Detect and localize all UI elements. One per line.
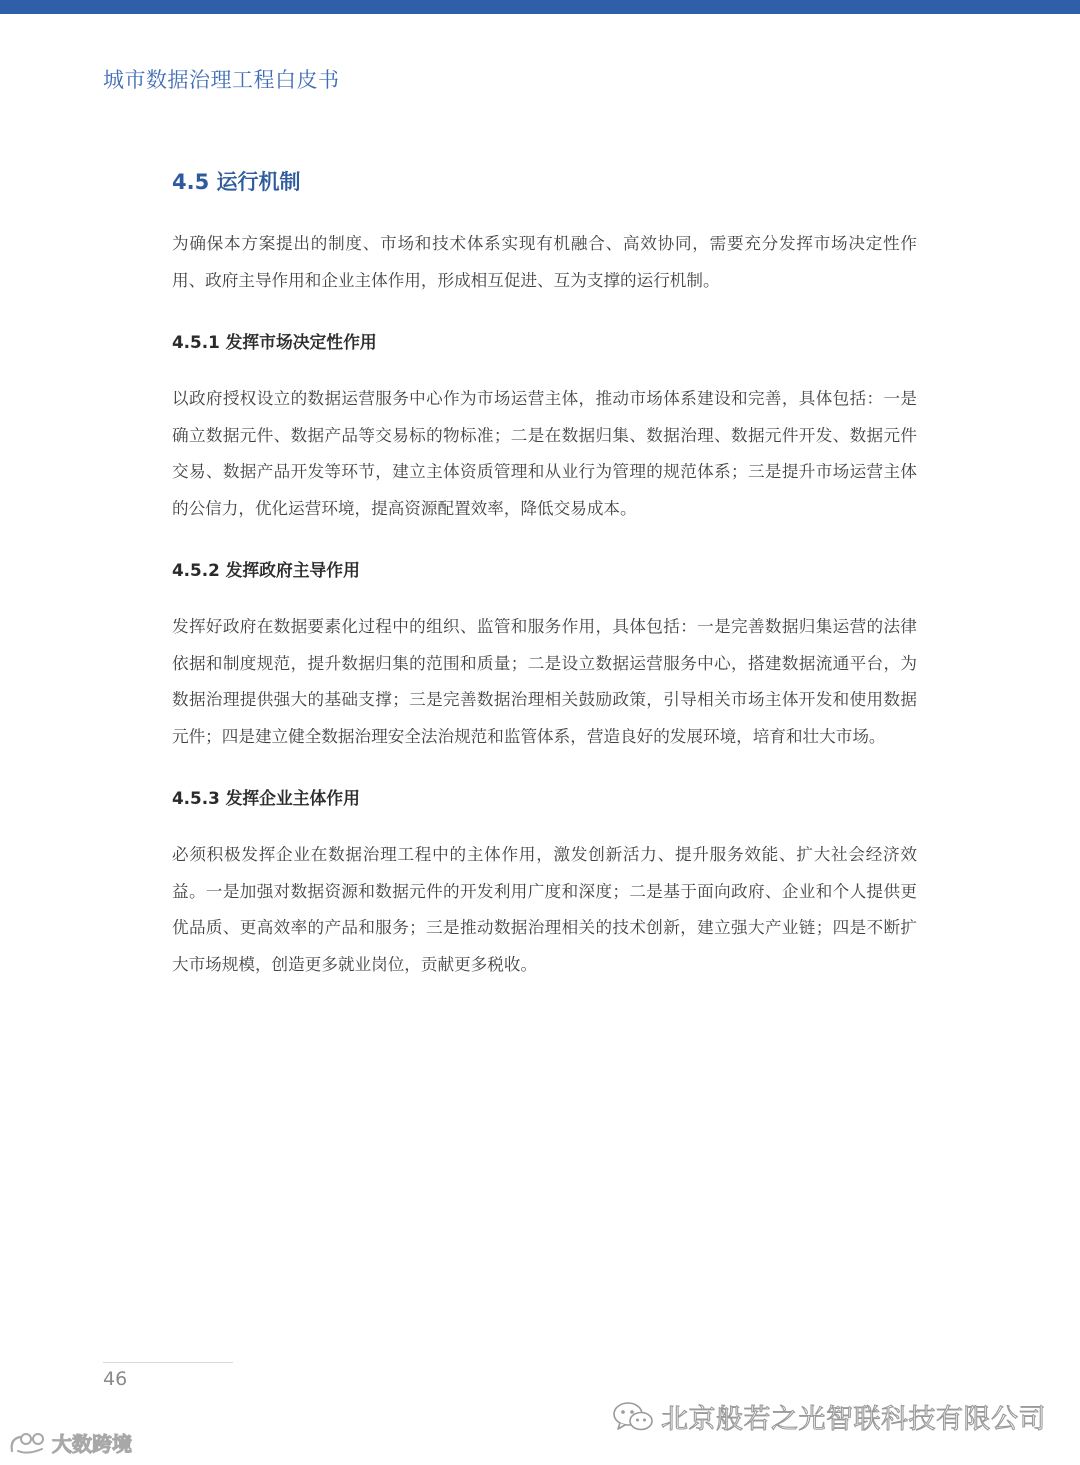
company-watermark <box>611 1397 1046 1436</box>
subsection-title-government: 4.5.2 发挥政府主导作用 <box>172 560 360 580</box>
subsection-body-enterprise: 必须积极发挥企业在数据治理工程中的主体作用，激发创新活力、提升服务效能、扩大社会经济效益。一是加强对数据资源和数据元件的开发利用广度和深度；二是基于面向政府、企业和个人提供更优品质、更高效率的产品和服务；三是推动数据治理相关的技术创新，建立强大产业链；四是不断扩大市场规模，创造更多就业岗位，贡献更多税收。 <box>172 845 917 974</box>
subsection-title-market: 4.5.1 发挥市场决定性作用 <box>172 332 377 352</box>
subsection-body-government: 发挥好政府在数据要素化过程中的组织、监管和服务作用，具体包括：一是完善数据归集运营的法律依据和制度规范，提升数据归集的范围和质量；二是设立数据运营服务中心，搭建数据流通平台，为数据治理提供强大的基础支撑；三是完善数据治理相关鼓励政策，引导相关市场主体开发和使用数据元件；四是建立健全数据治理安全法治规范和监管体系，营造良好的发展环境，培育和壮大市场。 <box>172 617 917 746</box>
section-intro: 为确保本方案提出的制度、市场和技术体系实现有机融合、高效协同，需要充分发挥市场决定性作用、政府主导作用和企业主体作用，形成相互促进、互为支撑的运行机制。 <box>172 234 917 290</box>
subsection-title-enterprise: 4.5.3 发挥企业主体作用 <box>172 788 360 808</box>
footer-divider <box>103 1362 233 1363</box>
corner-watermark-text: 大数跨境 <box>52 1432 132 1456</box>
main-content <box>172 160 917 983</box>
document-title: 城市数据治理工程白皮书 <box>103 68 340 92</box>
section-title: 4.5 运行机制 <box>172 170 301 194</box>
subsection-body-market: 以政府授权设立的数据运营服务中心作为市场运营主体，推动市场体系建设和完善，具体包括：一是确立数据元件、数据产品等交易标的物标准；二是在数据归集、数据治理、数据元件开发、数据元件交易、数据产品开发等环节，建立主体资质管理和从业行为管理的规范体系；三是提升市场运营主体的公信力，优化运营环境，提高资源配置效率，降低交易成本。 <box>172 389 917 518</box>
company-watermark-text: 北京般若之光智联科技有限公司 <box>661 1404 1046 1435</box>
wechat-icon <box>611 1400 655 1434</box>
page-number: 46 <box>103 1368 128 1390</box>
corner-watermark <box>8 1428 132 1457</box>
brand-logo-icon <box>8 1429 50 1457</box>
top-accent-bar <box>0 0 1080 14</box>
